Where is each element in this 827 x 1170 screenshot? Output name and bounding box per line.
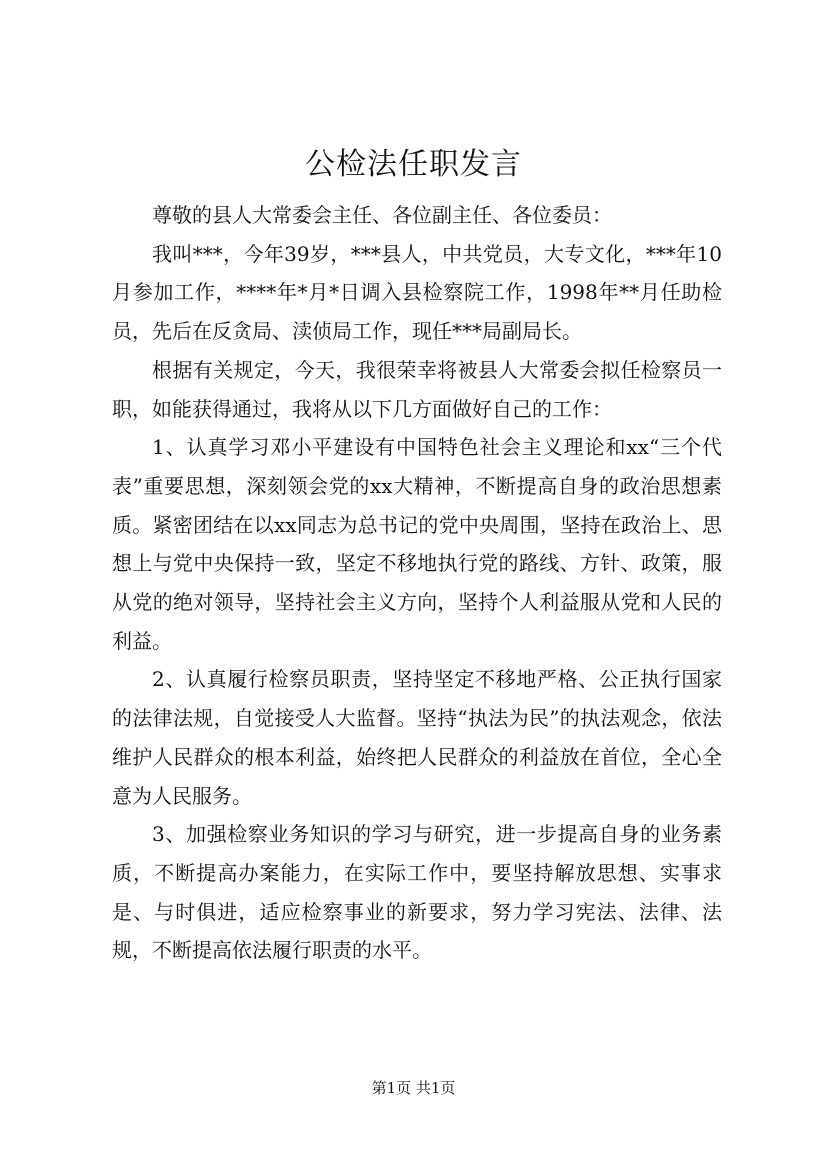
appointment-paragraph: 根据有关规定，今天，我很荣幸将被县人大常委会拟任检察员一职，如能获得通过，我将从以下几方面做好自己的工作： [112, 357, 722, 421]
commitment-paragraph-1: 1、认真学习邓小平建设有中国特色社会主义理论和xx“三个代表”重要思想，深刻领会党的xx大精神，不断提高自身的政治思想素质。紧密团结在以xx同志为总书记的党中央周围，坚持在政治上、思想上与党中央保持一致，坚定不移地执行党的路线、方针、政策，服从党的绝对领导，坚持社会主义方向，坚持个人利益服从党和人民的利益。 [112, 435, 722, 653]
commitment-paragraph-3: 3、加强检察业务知识的学习与研究，进一步提高自身的业务素质，不断提高办案能力，在实际工作中，要坚持解放思想、实事求是、与时俱进，适应检察事业的新要求，努力学习宪法、法律、法规，不断提高依法履行职责的水平。 [112, 822, 722, 963]
page-number-footer: 第1页 共1页 [371, 1079, 456, 1097]
document-body [112, 196, 722, 970]
salutation-paragraph: 尊敬的县人大常委会主任、各位副主任、各位委员： [152, 203, 612, 227]
document-title: 公检法任职发言 [305, 147, 522, 182]
introduction-paragraph: 我叫***，今年39岁，***县人，中共党员，大专文化，***年10月参加工作，****年*月*日调入县检察院工作，1998年**月任助检员，先后在反贪局、渎侦局工作，现任***局副局长。 [112, 241, 722, 344]
commitment-paragraph-2: 2、认真履行检察员职责，坚持坚定不移地严格、公正执行国家的法律法规，自觉接受人大监督。坚持“执法为民”的执法观念，依法维护人民群众的根本利益，始终把人民群众的利益放在首位，全心全意为人民服务。 [112, 667, 722, 808]
